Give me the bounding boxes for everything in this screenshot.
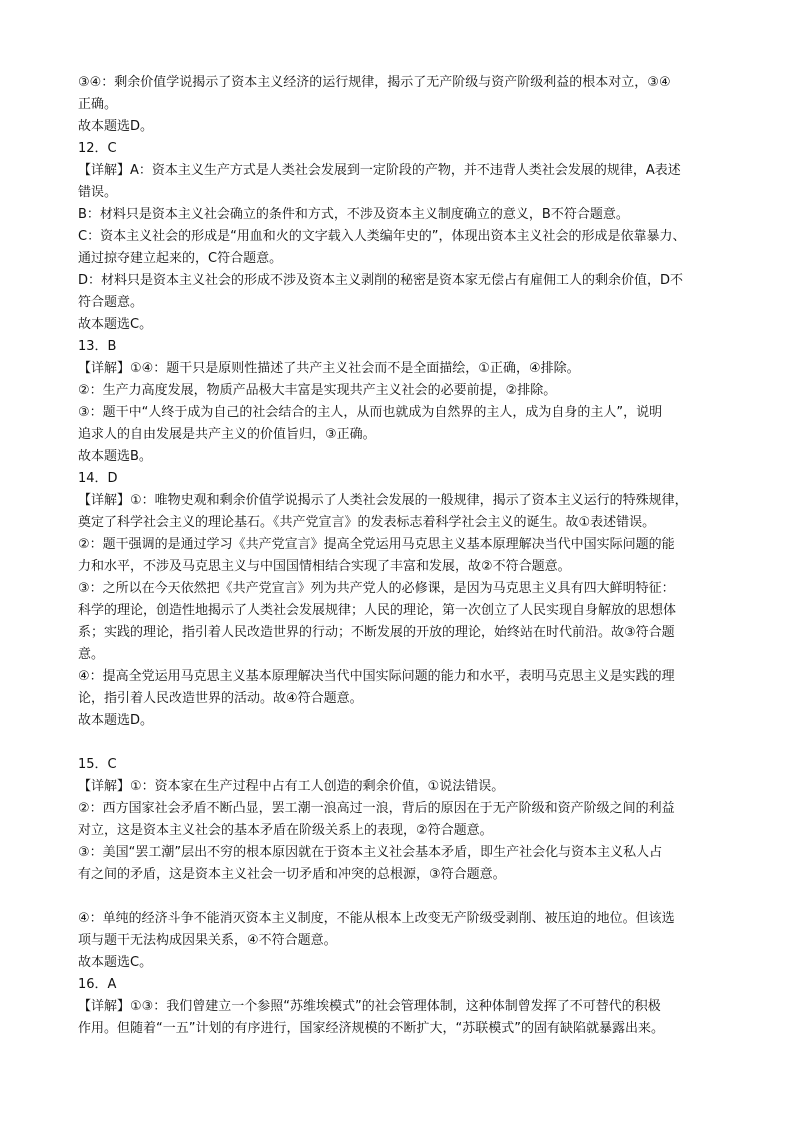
text-line: 奠定了科学社会主义的理论基石。《共产党宣言》的发表标志着科学社会主义的诞生。故①表述错误。 [78, 515, 656, 530]
text-line: 作用。但随着“一五”计划的有序进行，国家经济规模的不断扩大，“苏联模式”的固有缺陷就暴露出来。 [78, 1021, 664, 1036]
text-line: ④：单纯的经济斗争不能消灭资本主义制度，不能从根本上改变无产阶级受剥削、被压迫的地位。但该选 [78, 911, 675, 926]
text-line: B：材料只是资本主义社会确立的条件和方式，不涉及资本主义制度确立的意义，B不符合题意。 [78, 207, 629, 222]
text-line: 有之间的矛盾，这是资本主义社会一切矛盾和冲突的总根源，③符合题意。 [78, 867, 506, 882]
blank-line [78, 732, 728, 754]
text-line: ②：西方国家社会矛盾不断凸显，罢工潮一浪高过一浪，背后的原因在于无产阶级和资产阶级之间的利益 [78, 801, 675, 816]
text-line: 追求人的自由发展是共产主义的价值旨归，③正确。 [78, 427, 376, 442]
text-line: ③④：剩余价值学说揭示了资本主义经济的运行规律，揭示了无产阶级与资产阶级利益的根本对立，③④ [78, 75, 671, 90]
text-line: C：资本主义社会的形成是“用血和火的文字载入人类编年史的”，体现出资本主义社会的形成是依靠暴力、 [78, 229, 686, 244]
question-number: 13．B [78, 339, 117, 354]
text-line: 力和水平，不涉及马克思主义与中国国情相结合实现了丰富和发展，故②不符合题意。 [78, 559, 571, 574]
text-line: 项与题干无法构成因果关系，④不符合题意。 [78, 933, 337, 948]
text-line: 故本题选C。 [78, 955, 153, 970]
text-line: ②：题干强调的是通过学习《共产党宣言》提高全党运用马克思主义基本原理解决当代中国实际问题的能 [78, 537, 675, 552]
text-line: 论，指引着人民改造世界的活动。故④符合题意。 [78, 691, 363, 706]
text-line: ③：美国“罢工潮”层出不穷的根本原因就在于资本主义社会基本矛盾，即生产社会化与资本主义私人占 [78, 845, 663, 860]
text-line: 符合题意。 [78, 295, 144, 310]
text-line: ③：题干中“人终于成为自己的社会结合的主人，从而也就成为自然界的主人，成为自身的主人”，说明 [78, 405, 663, 420]
text-line: 【详解】①④：题干只是原则性描述了共产主义社会而不是全面描绘，①正确，④排除。 [78, 361, 580, 376]
question-number: 16．A [78, 977, 117, 992]
text-line: 故本题选B。 [78, 449, 152, 464]
text-line: 【详解】①：唯物史观和剩余价值学说揭示了人类社会发展的一般规律，揭示了资本主义运行的特殊规律， [78, 493, 688, 508]
text-line: 【详解】A：资本主义生产方式是人类社会发展到一定阶段的产物，并不违背人类社会发展的规律，A表述 [78, 163, 681, 178]
text-line: 意。 [78, 647, 105, 662]
text-line: ②：生产力高度发展，物质产品极大丰富是实现共产主义社会的必要前提，②排除。 [78, 383, 557, 398]
text-line: 故本题选C。 [78, 317, 153, 332]
question-number: 15．C [78, 757, 117, 772]
question-number: 14．D [78, 471, 118, 486]
text-line: 【详解】①③：我们曾建立一个参照“苏维埃模式”的社会管理体制，这种体制曾发挥了不可替代的积极 [78, 999, 661, 1014]
question-number: 12．C [78, 141, 117, 156]
text-line: ③：之所以在今天依然把《共产党宣言》列为共产党人的必修课，是因为马克思主义具有四大鲜明特征： [78, 581, 675, 596]
text-line: 【详解】①：资本家在生产过程中占有工人创造的剩余价值，①说法错误。 [78, 779, 505, 794]
text-line: 正确。 [78, 97, 118, 112]
text-line: 对立，这是资本主义社会的基本矛盾在阶级关系上的表现，②符合题意。 [78, 823, 493, 838]
text-line: 故本题选D。 [78, 713, 154, 728]
text-line: ④：提高全党运用马克思主义基本原理解决当代中国实际问题的能力和水平，表明马克思主义是实践的理 [78, 669, 675, 684]
answer-document [78, 72, 728, 1040]
text-line: D：材料只是资本主义社会的形成不涉及资本主义剥削的秘密是资本家无偿占有雇佣工人的剩余价值，D不 [78, 273, 684, 288]
text-line: 系；实践的理论，指引着人民改造世界的行动；不断发展的开放的理论，始终站在时代前沿。故③符合题 [78, 625, 675, 640]
text-line: 科学的理论，创造性地揭示了人类社会发展规律；人民的理论，第一次创立了人民实现自身解放的思想体 [78, 603, 677, 618]
text-line: 故本题选D。 [78, 119, 154, 134]
text-line: 错误。 [78, 185, 118, 200]
blank-line [78, 886, 728, 908]
text-line: 通过掠夺建立起来的，C符合题意。 [78, 251, 283, 266]
